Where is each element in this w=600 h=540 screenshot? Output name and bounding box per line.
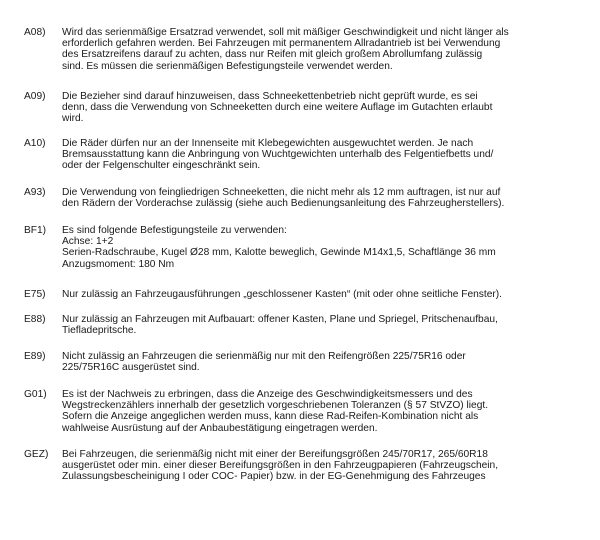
note-line: Die Bezieher sind darauf hinzuweisen, dass Schneekettenbetrieb nicht geprüft wurde, es sei (62, 91, 478, 102)
note-code: BF1) (24, 225, 47, 236)
note-code: A93) (24, 187, 46, 198)
note-line: Nur zulässig an Fahrzeugen mit Aufbauart: offener Kasten, Plane und Spriegel, Pritschenaufbau, (62, 314, 498, 325)
note-code: A09) (24, 91, 46, 102)
note-text (62, 289, 582, 300)
note-text (62, 91, 582, 125)
note-code: GEZ) (24, 449, 49, 460)
note-line: 225/75R16C ausgerüstet sind. (62, 362, 200, 374)
note-line: Achse: 1+2 (62, 236, 114, 248)
note-text (62, 389, 582, 434)
note-line: oder der Felgenschulter eingeschränkt sein. (62, 160, 261, 172)
note-line: Die Verwendung von feingliedrigen Schneeketten, die nicht mehr als 12 mm auftragen, ist nur auf (62, 187, 501, 198)
note-line: Wegstreckenzählers innerhalb der gesetzlich vorgeschriebenen Toleranzen (§ 57 StVZO) liegt. (62, 400, 489, 412)
note-line: des Ersatzreifens darauf zu achten, dass nur Reifen mit gleich großem Abrollumfang zulässig (62, 49, 483, 61)
note-code: G01) (24, 389, 47, 400)
note-line: Anzugsmoment: 180 Nm (62, 258, 175, 270)
note-line: ausgerüstet oder min. einer dieser Bereifungsgrößen in den Fahrzeugpapieren (Fahrzeugschein, (62, 460, 499, 472)
note-line: sind. Es müssen die serienmäßigen Befestigungsteile verwendet werden. (62, 60, 393, 72)
note-line: Die Räder dürfen nur an der Innenseite mit Klebegewichten ausgewuchtet werden. Je nach (62, 138, 474, 149)
note-code: E88) (24, 314, 46, 325)
note-line: Bremsausstattung kann die Anbringung von Wuchtgewichten unterhalb des Felgentiefbetts und/ (62, 149, 494, 161)
note-code: A10) (24, 138, 46, 149)
note-line: Bei Fahrzeugen, die serienmäßig nicht mit einer der Bereifungsgrößen 245/70R17, 265/60R18 (62, 449, 488, 460)
note-line: Nicht zulässig an Fahrzeugen die serienmäßig nur mit den Reifengrößen 225/75R16 oder (62, 351, 466, 362)
note-text (62, 138, 582, 172)
note-text (62, 449, 582, 483)
note-line: erforderlich gefahren werden. Bei Fahrzeugen mit permanentem Allradantrieb ist bei Verwendung (62, 38, 501, 50)
note-code: E75) (24, 289, 46, 300)
note-line: Sofern die Anzeige angeglichen werden muss, kann diese Rad-Reifen-Kombination nicht als (62, 411, 479, 423)
note-line: Es sind folgende Befestigungsteile zu verwenden: (62, 225, 287, 236)
note-line: Nur zulässig an Fahrzeugausführungen „geschlossener Kasten“ (mit oder ohne seitliche Fenster). (62, 289, 502, 300)
note-code: E89) (24, 351, 46, 362)
note-text (62, 314, 582, 336)
note-code: A08) (24, 27, 46, 38)
note-line: Serien-Radschraube, Kugel Ø28 mm, Kalotte beweglich, Gewinde M14x1,5, Schaftlänge 36 mm (62, 247, 496, 259)
note-line: Tiefladepritsche. (62, 325, 137, 337)
note-line: den Rädern der Vorderachse zulässig (siehe auch Bedienungsanleitung des Fahrzeugherstellers). (62, 198, 505, 210)
note-text (62, 351, 582, 373)
note-line: Zulassungsbescheinigung I oder COC- Papier) bzw. in der EG-Genehmigung des Fahrzeuges (62, 471, 486, 483)
note-line: Es ist der Nachweis zu erbringen, dass die Anzeige des Geschwindigkeitsmessers und des (62, 389, 473, 400)
note-line: wahlweise Ausrüstung auf der Anbaubestätigung eingetragen werden. (62, 422, 378, 434)
note-text (62, 225, 582, 270)
note-text (62, 187, 582, 209)
note-text (62, 27, 582, 72)
note-line: denn, dass die Verwendung von Schneeketten durch eine weitere Auflage im Gutachten erlaubt (62, 102, 493, 114)
note-line: wird. (62, 113, 84, 125)
note-line: Wird das serienmäßige Ersatzrad verwendet, soll mit mäßiger Geschwindigkeit und nicht länger als (62, 27, 509, 38)
